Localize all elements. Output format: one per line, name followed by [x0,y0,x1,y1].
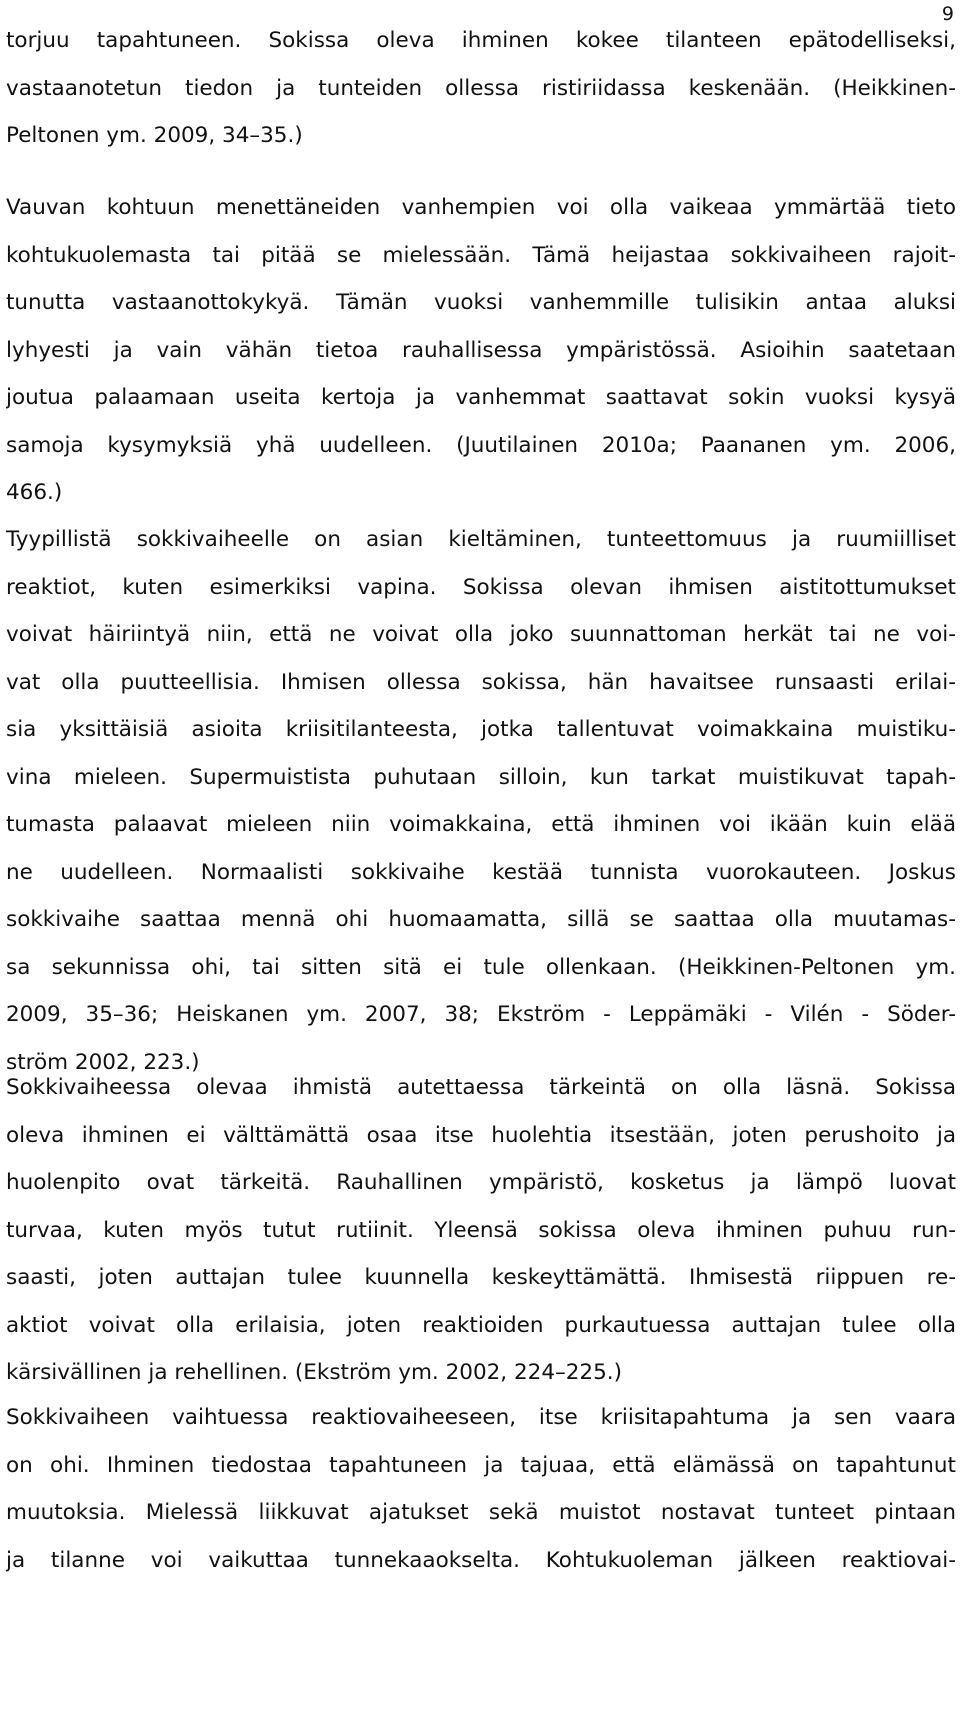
text-line: sa sekunnissa ohi, tai sitten sitä ei tule ollenkaan. (Heikkinen-Peltonen ym. [6,954,956,980]
paragraph-2 [6,184,956,517]
text-line: sokkivaihe saattaa mennä ohi huomaamatta, sillä se saattaa olla muutamas- [6,907,956,932]
text-line: aktiot voivat olla erilaisia, joten reaktioiden purkautuessa auttajan tulee olla [6,1312,956,1338]
text-line: oleva ihminen ei välttämättä osaa itse huolehtia itsestään, joten perushoito ja [6,1122,956,1148]
text-line: Tyypillistä sokkivaiheelle on asian kieltäminen, tunteettomuus ja ruumiilliset [6,527,956,552]
text-line: 2009, 35–36; Heiskanen ym. 2007, 38; Ekström - Leppämäki - Vilén - Söder- [6,1002,956,1027]
text-line: torjuu tapahtuneen. Sokissa oleva ihminen kokee tilanteen epätodelliseksi, [6,28,956,53]
text-line: on ohi. Ihminen tiedostaa tapahtuneen ja tajuaa, että elämässä on tapahtunut [6,1452,956,1478]
text-line: turvaa, kuten myös tutut rutiinit. Yleensä sokissa oleva ihminen puhuu run- [6,1217,956,1243]
text-line: lyhyesti ja vain vähän tietoa rauhallisessa ympäristössä. Asioihin saatetaan [6,337,956,363]
text-line: Sokkivaiheessa olevaa ihmistä autettaessa tärkeintä on olla läsnä. Sokissa [6,1075,956,1100]
text-line: ja tilanne voi vaikuttaa tunnekaaokselta. Kohtukuoleman jälkeen reaktiovai- [6,1547,956,1573]
text-line: vastaanotetun tiedon ja tunteiden ollessa ristiriidassa keskenään. (Heikkinen- [6,75,956,101]
text-line: tumasta palaavat mieleen niin voimakkaina, että ihminen voi ikään kuin elää [6,812,956,837]
text-line: Peltonen ym. 2009, 34–35.) [6,123,303,148]
text-line: ström 2002, 223.) [6,1049,200,1075]
paragraph-5 [6,1394,956,1584]
paragraph-1 [6,17,956,160]
text-line: ne uudelleen. Normaalisti sokkivaihe kestää tunnista vuorokauteen. Joskus [6,859,956,885]
text-line: sia yksittäisiä asioita kriisitilanteesta, jotka tallentuvat voimakkaina muistiku- [6,717,956,742]
paragraph-3 [6,516,956,1086]
text-line: voivat häiriintyä niin, että ne voivat olla joko suunnattoman herkät tai ne voi- [6,622,956,647]
text-line: tunutta vastaanottokykyä. Tämän vuoksi vanhemmille tulisikin antaa aluksi [6,290,956,315]
text-line: reaktiot, kuten esimerkiksi vapina. Sokissa olevan ihmisen aistitottumukset [6,574,956,600]
text-line: kärsivällinen ja rehellinen. (Ekström ym. 2002, 224–225.) [6,1360,623,1385]
text-line: 466.) [6,480,63,505]
text-line: huolenpito ovat tärkeitä. Rauhallinen ympäristö, kosketus ja lämpö luovat [6,1170,956,1195]
text-line: saasti, joten auttajan tulee kuunnella keskeyttämättä. Ihmisestä riippuen re- [6,1265,956,1290]
text-line: samoja kysymyksiä yhä uudelleen. (Juutilainen 2010a; Paananen ym. 2006, [6,432,956,458]
text-line: Sokkivaiheen vaihtuessa reaktiovaiheeseen, itse kriisitapahtuma ja sen vaara [6,1405,956,1430]
text-line: muutoksia. Mielessä liikkuvat ajatukset sekä muistot nostavat tunteet pintaan [6,1500,956,1525]
text-line: joutua palaamaan useita kertoja ja vanhemmat saattavat sokin vuoksi kysyä [6,385,956,410]
text-line: kohtukuolemasta tai pitää se mielessään. Tämä heijastaa sokkivaiheen rajoit- [6,242,956,268]
paragraph-4 [6,1064,956,1397]
text-line: Vauvan kohtuun menettäneiden vanhempien voi olla vaikeaa ymmärtää tieto [6,195,956,220]
page-number: 9 [941,3,954,25]
text-line: vina mieleen. Supermuistista puhutaan silloin, kun tarkat muistikuvat tapah- [6,764,956,790]
text-line: vat olla puutteellisia. Ihmisen ollessa sokissa, hän havaitsee runsaasti erilai- [6,669,956,695]
